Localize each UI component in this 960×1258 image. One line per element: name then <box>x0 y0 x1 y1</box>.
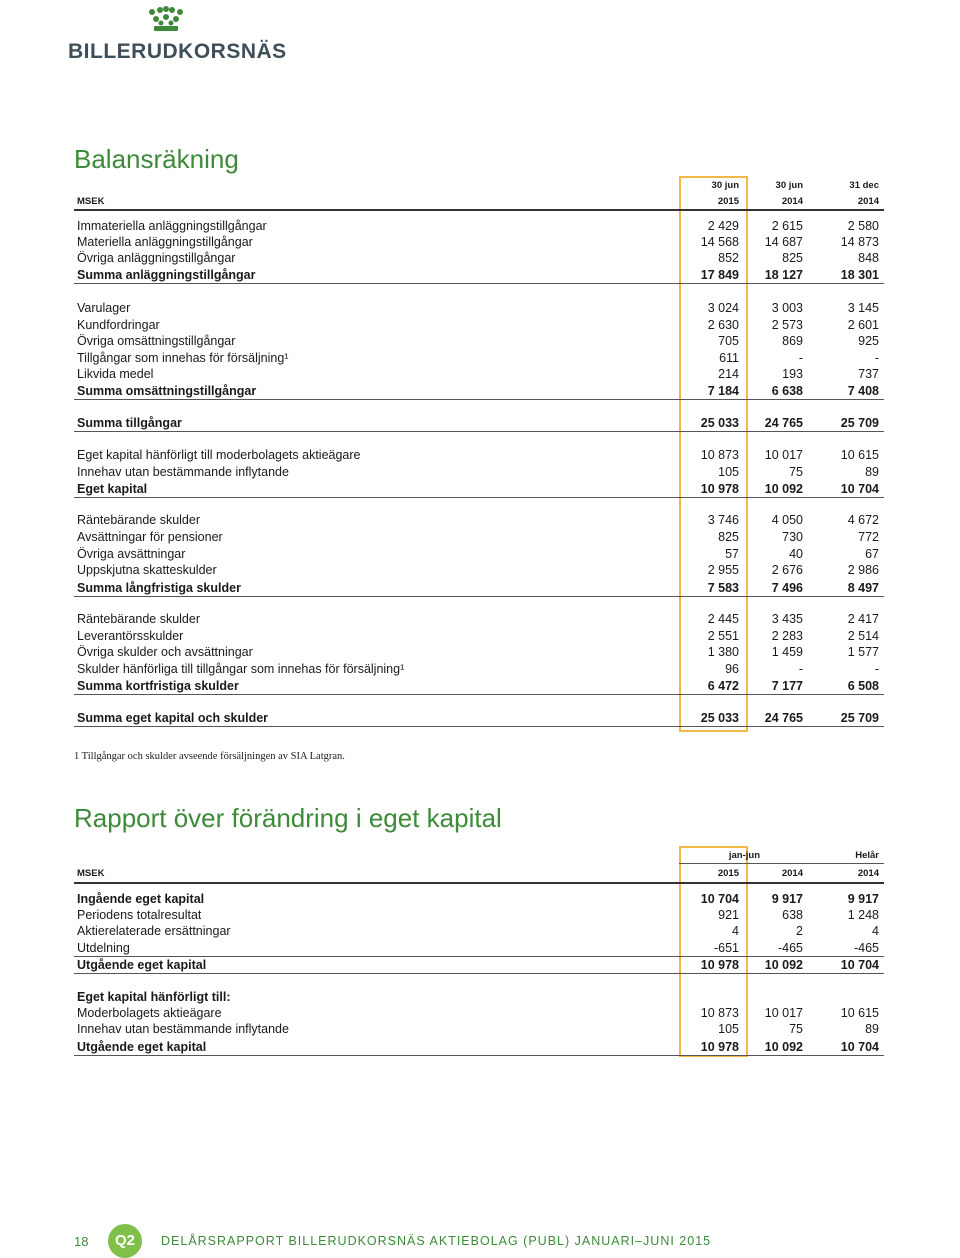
col-year: 2015 <box>717 196 739 207</box>
col-header: Helår <box>855 850 879 861</box>
table-row <box>74 415 884 431</box>
row-label: Skulder hänförliga till tillgångar som innehas för försäljning¹ <box>77 662 405 676</box>
row-value: 3 024 <box>707 301 739 315</box>
row-value: 10 704 <box>840 1040 879 1054</box>
row-value: 10 873 <box>700 1006 739 1020</box>
table-row <box>74 529 884 545</box>
row-label: Ingående eget kapital <box>77 892 205 906</box>
row-label: Eget kapital hänförligt till: <box>77 990 231 1004</box>
row-value: 2 429 <box>707 219 739 233</box>
row-value: 705 <box>718 334 739 348</box>
row-rule <box>74 399 884 400</box>
row-value: 3 145 <box>847 301 879 315</box>
row-label: Innehav utan bestämmande inflytande <box>77 465 289 479</box>
row-rule <box>74 497 884 498</box>
row-value: 10 978 <box>700 1040 739 1054</box>
table-row <box>74 628 884 644</box>
table-row <box>74 710 884 726</box>
row-rule <box>74 596 884 597</box>
row-value: 24 765 <box>764 711 803 725</box>
row-value: 6 508 <box>847 679 879 693</box>
row-label: Summa tillgångar <box>77 416 182 430</box>
table-row <box>74 546 884 562</box>
row-value: 105 <box>718 465 739 479</box>
row-value: 40 <box>789 547 803 561</box>
row-label: Summa långfristiga skulder <box>77 581 241 595</box>
row-label: Övriga skulder och avsättningar <box>77 645 253 659</box>
row-value: 2 283 <box>771 629 803 643</box>
row-label: Summa eget kapital och skulder <box>77 711 269 725</box>
row-value: 2 573 <box>771 318 803 332</box>
row-value: 7 583 <box>707 581 739 595</box>
header-row-year <box>74 866 884 882</box>
page-number: 18 <box>74 1234 89 1249</box>
row-value: 8 497 <box>847 581 879 595</box>
row-label: Moderbolagets aktieägare <box>77 1006 222 1020</box>
company-logo <box>68 6 287 63</box>
row-value: 2 601 <box>847 318 879 332</box>
row-label: Leverantörsskulder <box>77 629 184 643</box>
row-label: Kundfordringar <box>77 318 160 332</box>
table-row <box>74 300 884 316</box>
row-value: 10 092 <box>764 1040 803 1054</box>
row-label: Avsättningar för pensioner <box>77 530 223 544</box>
row-label: Summa anläggningstillgångar <box>77 268 256 282</box>
row-value: 3 003 <box>771 301 803 315</box>
row-value: 10 873 <box>700 448 739 462</box>
row-value: 89 <box>865 1022 879 1036</box>
row-value: 67 <box>865 547 879 561</box>
row-value: 638 <box>782 908 803 922</box>
row-value: 1 577 <box>847 645 879 659</box>
table-row <box>74 907 884 923</box>
row-label: Övriga avsättningar <box>77 547 186 561</box>
table-row <box>74 512 884 528</box>
table-row <box>74 464 884 480</box>
row-label: Övriga anläggningstillgångar <box>77 251 236 265</box>
col-year: 2014 <box>857 868 879 879</box>
row-value: 9 917 <box>847 892 879 906</box>
table-row <box>74 317 884 333</box>
row-value: 10 615 <box>840 448 879 462</box>
row-value: 18 301 <box>840 268 879 282</box>
table-row <box>74 1039 884 1055</box>
table-row <box>74 611 884 627</box>
table-row <box>74 1005 884 1021</box>
row-value: 25 709 <box>840 416 879 430</box>
table-row <box>74 940 884 956</box>
unit-label: MSEK <box>77 868 105 879</box>
header-underline <box>679 863 884 864</box>
table-row <box>74 234 884 250</box>
row-value: 89 <box>865 465 879 479</box>
row-value: 921 <box>718 908 739 922</box>
row-value: 10 978 <box>700 958 739 972</box>
row-value: 96 <box>725 662 739 676</box>
row-value: 2 676 <box>771 563 803 577</box>
table-row <box>74 661 884 677</box>
row-value: 57 <box>725 547 739 561</box>
table-row <box>74 957 884 973</box>
row-value: 10 704 <box>840 958 879 972</box>
row-value: 18 127 <box>764 268 803 282</box>
row-label: Innehav utan bestämmande inflytande <box>77 1022 289 1036</box>
row-label: Övriga omsättningstillgångar <box>77 334 236 348</box>
col-header: jan-jun <box>728 850 760 861</box>
table-row <box>74 1021 884 1037</box>
table-row <box>74 333 884 349</box>
row-label: Eget kapital <box>77 482 148 496</box>
row-value: -651 <box>713 941 739 955</box>
row-value: 3 435 <box>771 612 803 626</box>
row-value: 14 873 <box>840 235 879 249</box>
row-value: 737 <box>858 367 879 381</box>
row-label: Räntebärande skulder <box>77 612 200 626</box>
row-label: Aktierelaterade ersättningar <box>77 924 231 938</box>
row-value: - <box>874 662 879 676</box>
row-label: Uppskjutna skatteskulder <box>77 563 217 577</box>
row-label: Eget kapital hänförligt till moderbolagets aktieägare <box>77 448 361 462</box>
header-row-period <box>74 848 884 864</box>
row-value: 10 704 <box>700 892 739 906</box>
row-value: 925 <box>858 334 879 348</box>
row-rule <box>74 726 884 727</box>
row-value: 14 568 <box>700 235 739 249</box>
row-label: Utgående eget kapital <box>77 1040 207 1054</box>
table-row <box>74 923 884 939</box>
table-row <box>74 383 884 399</box>
row-value: -465 <box>777 941 803 955</box>
row-value: 75 <box>789 1022 803 1036</box>
row-value: 25 709 <box>840 711 879 725</box>
row-value: 825 <box>718 530 739 544</box>
row-value: - <box>798 351 803 365</box>
quarter-badge: Q2 <box>108 1224 142 1258</box>
row-value: 825 <box>782 251 803 265</box>
row-value: 2 514 <box>847 629 879 643</box>
header-row-year <box>74 194 884 210</box>
row-label: Utdelning <box>77 941 130 955</box>
footnote: 1 Tillgångar och skulder avseende försäljningen av SIA Latgran. <box>74 751 345 762</box>
row-value: 6 472 <box>707 679 739 693</box>
row-rule <box>74 431 884 432</box>
row-value: 869 <box>782 334 803 348</box>
row-label: Immateriella anläggningstillgångar <box>77 219 267 233</box>
row-label: Likvida medel <box>77 367 154 381</box>
row-label: Utgående eget kapital <box>77 958 207 972</box>
row-label: Räntebärande skulder <box>77 513 200 527</box>
row-value: 2 615 <box>771 219 803 233</box>
table-row <box>74 562 884 578</box>
col-year: 2014 <box>781 868 803 879</box>
equity-report-title: Rapport över förändring i eget kapital <box>74 803 502 833</box>
row-value: 611 <box>719 351 739 365</box>
row-value: 4 050 <box>771 513 803 527</box>
row-value: 4 672 <box>847 513 879 527</box>
row-value: 4 <box>872 924 879 938</box>
row-value: 2 986 <box>847 563 879 577</box>
row-value: 2 630 <box>707 318 739 332</box>
row-value: 7 496 <box>771 581 803 595</box>
table-row <box>74 250 884 266</box>
table-row <box>74 989 884 1005</box>
row-value: - <box>874 351 879 365</box>
row-value: 730 <box>782 530 803 544</box>
table-row <box>74 218 884 234</box>
row-value: 6 638 <box>771 384 803 398</box>
crown-icon <box>148 6 184 36</box>
row-rule <box>74 283 884 284</box>
table-row <box>74 644 884 660</box>
row-value: 10 092 <box>764 482 803 496</box>
header-row-period <box>74 178 884 194</box>
row-label: Summa omsättningstillgångar <box>77 384 257 398</box>
row-value: 10 978 <box>700 482 739 496</box>
row-value: 7 177 <box>771 679 803 693</box>
col-year: 2014 <box>857 196 879 207</box>
row-value: 7 408 <box>847 384 879 398</box>
row-value: 10 704 <box>840 482 879 496</box>
header-rule <box>74 882 884 884</box>
row-value: 1 459 <box>771 645 803 659</box>
row-value: 25 033 <box>700 416 739 430</box>
table-row <box>74 447 884 463</box>
row-value: 848 <box>858 251 879 265</box>
row-value: 105 <box>718 1022 739 1036</box>
row-value: 852 <box>718 251 739 265</box>
row-label: Periodens totalresultat <box>77 908 202 922</box>
col-header: 31 dec <box>849 180 879 191</box>
table-row <box>74 580 884 596</box>
row-value: 4 <box>732 924 739 938</box>
table-row <box>74 678 884 694</box>
footer-title: DELÅRSRAPPORT BILLERUDKORSNÄS AKTIEBOLAG (PUBL) JANUARI–JUNI 2015 <box>161 1234 712 1248</box>
row-value: 10 615 <box>840 1006 879 1020</box>
row-label: Tillgångar som innehas för försäljning¹ <box>77 351 289 365</box>
col-header: 30 jun <box>775 180 803 191</box>
row-value: 17 849 <box>700 268 739 282</box>
row-value: 2 955 <box>707 563 739 577</box>
row-value: 193 <box>782 367 803 381</box>
row-value: 3 746 <box>707 513 739 527</box>
row-label: Varulager <box>77 301 131 315</box>
row-value: 2 551 <box>707 629 739 643</box>
row-value: 9 917 <box>771 892 803 906</box>
row-rule <box>74 973 884 974</box>
col-header: 30 jun <box>711 180 739 191</box>
row-value: 1 248 <box>847 908 879 922</box>
table-row <box>74 350 884 366</box>
row-rule <box>74 1055 884 1056</box>
header-rule <box>74 209 884 211</box>
row-value: 2 445 <box>707 612 739 626</box>
row-label: Materiella anläggningstillgångar <box>77 235 253 249</box>
row-value: 24 765 <box>764 416 803 430</box>
unit-label: MSEK <box>77 196 105 207</box>
row-value: 1 380 <box>707 645 739 659</box>
row-value: 75 <box>789 465 803 479</box>
row-value: 772 <box>858 530 879 544</box>
row-value: 2 417 <box>847 612 879 626</box>
col-year: 2015 <box>717 868 739 879</box>
row-value: 14 687 <box>764 235 803 249</box>
balance-sheet-title: Balansräkning <box>74 144 239 174</box>
col-year: 2014 <box>781 196 803 207</box>
logo-wordmark: BILLERUDKORSNÄS <box>68 40 287 63</box>
table-row <box>74 891 884 907</box>
row-value: 2 580 <box>847 219 879 233</box>
row-label: Summa kortfristiga skulder <box>77 679 239 693</box>
row-value: -465 <box>853 941 879 955</box>
row-value: 10 092 <box>764 958 803 972</box>
row-value: - <box>798 662 803 676</box>
table-row <box>74 481 884 497</box>
table-row <box>74 366 884 382</box>
table-row <box>74 267 884 283</box>
row-value: 2 <box>796 924 803 938</box>
row-value: 25 033 <box>700 711 739 725</box>
row-value: 10 017 <box>764 1006 803 1020</box>
row-value: 7 184 <box>707 384 739 398</box>
page-footer <box>0 1222 960 1258</box>
row-value: 214 <box>718 367 739 381</box>
row-value: 10 017 <box>764 448 803 462</box>
row-rule <box>74 694 884 695</box>
